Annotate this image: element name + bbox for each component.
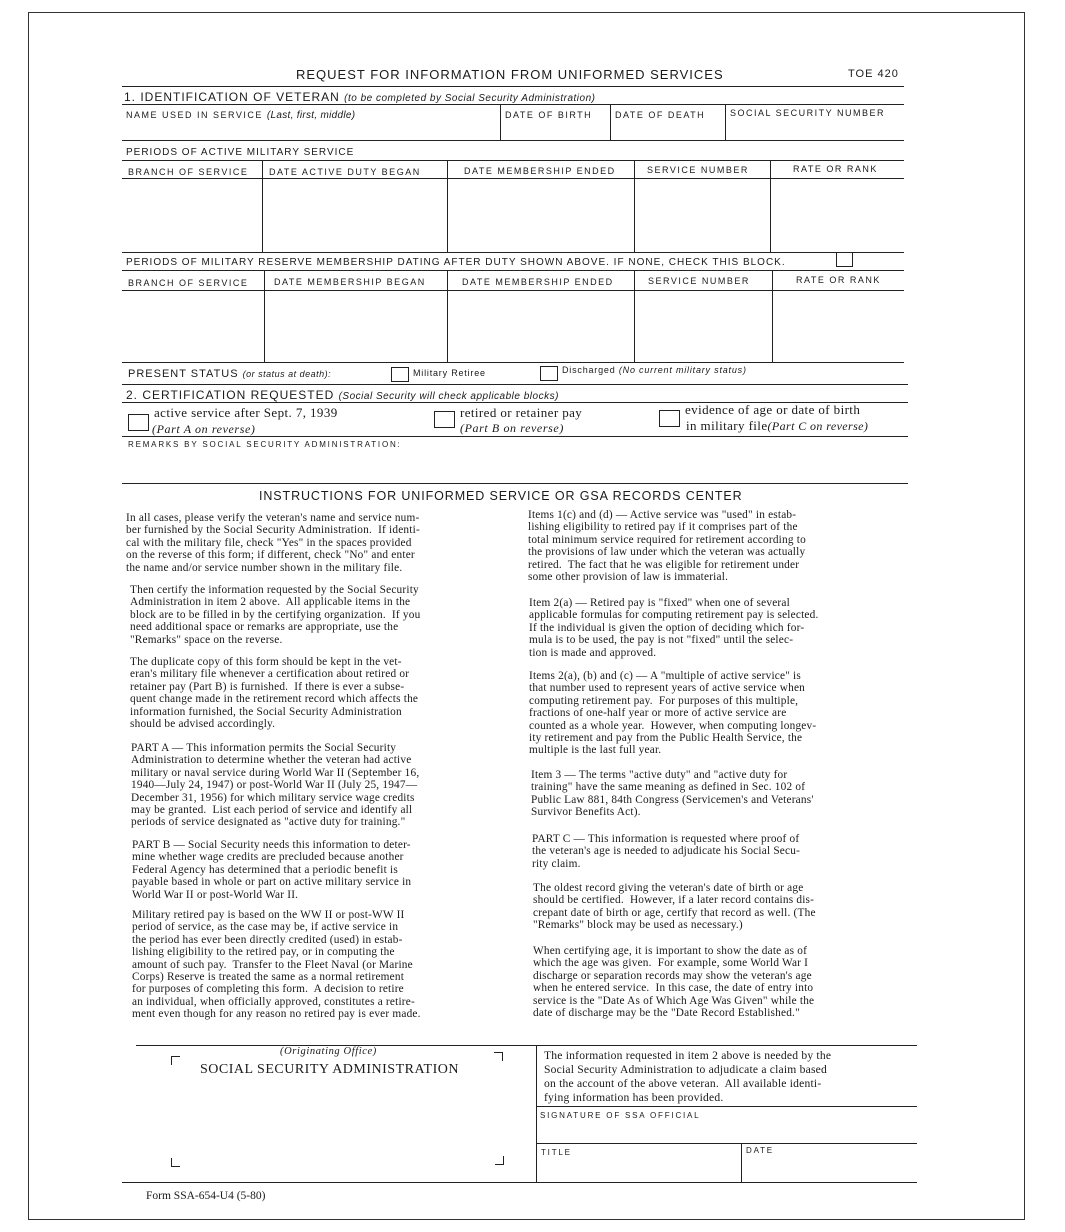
instruction-paragraph: Item 2(a) — Retired pay is "fixed" when one of several applicable formulas for computing retirement pay is selected. If the individual is given the option of deciding which for- mula is to be used, the pay is not "fixed" until the selec- tion is made and approved. <box>529 597 819 659</box>
present-status-label: PRESENT STATUS (or status at death): <box>128 368 332 380</box>
address-corner <box>494 1052 503 1061</box>
ssn-field[interactable]: SOCIAL SECURITY NUMBER <box>730 108 886 118</box>
active-service-checkbox[interactable] <box>128 414 149 431</box>
military-retiree-label: Military Retiree <box>413 368 486 378</box>
section2-heading: 2. CERTIFICATION REQUESTED (Social Security will check applicable blocks) <box>126 388 559 402</box>
originating-office-name: SOCIAL SECURITY ADMINISTRATION <box>200 1062 459 1077</box>
reserve-col-branch: BRANCH OF SERVICE <box>128 278 249 288</box>
address-corner <box>495 1156 504 1165</box>
title-field[interactable] <box>540 1158 738 1180</box>
instruction-paragraph: In all cases, please verify the veteran's name and service num- ber furnished by the Social Security Administration. If identi- cal with the military file, check "Yes" in the spaces provided on the reverse of this form; if different, check "No" and enter the name and/or service number shown in the military file. <box>126 512 420 574</box>
reserve-col-began: DATE MEMBERSHIP BEGAN <box>274 277 426 287</box>
remarks-label: REMARKS BY SOCIAL SECURITY ADMINISTRATION: <box>128 440 402 449</box>
option-a-label: active service after Sept. 7, 1939 <box>154 405 338 420</box>
instruction-paragraph: The duplicate copy of this form should be kept in the vet- eran's military file whenever a certification about retired or retainer pay (Part B) is furnished. If there is ever a subse- quent change made in the retirement record which affects the information furnished, the Social Security Administration should be advised accordingly. <box>130 656 419 731</box>
instruction-paragraph: Military retired pay is based on the WW II or post-WW II period of service, as the case may be, if active service in the period has ever been directly credited (used) in estab- lishing eligibility to the retired pay, or in computing the amount of such pay. Transfer to the Fleet Naval (or Marine Corps) Reserve is treated the same as a normal retirement for purposes of completing this form. A decision to retire an individual, when officially approved, constitutes a retire- ment even though for any reason no retired pay is ever made. <box>132 909 421 1021</box>
instruction-paragraph: When certifying age, it is important to show the date as of which the age was given. For example, some World War I discharge or separation records may show the veteran's age when he entered service. In this case, the date of entry into service is the "Date As of Which Age Was Given" while the date of discharge may be the "Date Record Established." <box>533 945 815 1020</box>
address-corner <box>171 1056 180 1065</box>
instruction-paragraph: Items 1(c) and (d) — Active service was "used" in estab- lishing eligibility to retired pay if it comprises part of the total minimum service required for retirement according to the provisions of law under which the veteran was actually retired. The fact that he was eligible for retirement under some other provision of law is immaterial. <box>528 509 806 584</box>
active-col-began: DATE ACTIVE DUTY BEGAN <box>269 167 421 177</box>
remarks-field[interactable] <box>124 452 904 480</box>
option-c-label: evidence of age or date of birth <box>685 402 861 417</box>
reserve-branch-cell[interactable] <box>124 292 262 360</box>
instruction-paragraph: Items 2(a), (b) and (c) — A "multiple of active service" is that number used to represent years of active service when computing retirement pay. For purposes of this multiple, fractions of one-half year or more of active service are counted as a whole year. However, when computing longev- ity retirement and pay from the Public Health Service, the multiple is the last full year. <box>529 670 817 757</box>
reserve-heading: PERIODS OF MILITARY RESERVE MEMBERSHIP DATING AFTER DUTY SHOWN ABOVE. IF NONE, CHECK THIS BLOCK. <box>126 257 786 268</box>
reserve-col-ended: DATE MEMBERSHIP ENDED <box>462 277 614 287</box>
active-col-branch: BRANCH OF SERVICE <box>128 167 249 177</box>
originating-office-label: (Originating Office) <box>280 1046 377 1057</box>
address-corner <box>171 1158 180 1167</box>
date-field[interactable] <box>745 1158 915 1180</box>
section1-heading: 1. IDENTIFICATION OF VETERAN (to be completed by Social Security Administration) <box>124 90 596 104</box>
date-label: DATE <box>746 1146 774 1155</box>
evidence-of-age-checkbox[interactable] <box>659 410 680 427</box>
signature-label: SIGNATURE OF SSA OFFICIAL <box>540 1111 701 1120</box>
military-retiree-checkbox[interactable] <box>391 367 409 382</box>
reserve-ended-cell[interactable] <box>449 292 633 360</box>
reserve-col-rank: RATE OR RANK <box>796 275 881 285</box>
form-title: REQUEST FOR INFORMATION FROM UNIFORMED SERVICES <box>296 67 724 82</box>
instruction-paragraph: Item 3 — The terms "active duty" and "active duty for training" have the same meaning as defined in Sec. 102 of Public Law 881, 84th Congress (Servicemen's and Veterans' Survivor Benefits Act). <box>531 769 814 819</box>
reserve-rank-cell[interactable] <box>774 292 903 360</box>
part-a-paragraph: PART A — This information permits the Social Security Administration to determine whether the veteran had active military or naval service during World War II (September 16, 1940—July 24, 1947) or post-World War II (July 25, 1947— December 31, 1956) for which military service wage credits may be granted. List each period of service and identify all periods of service designated as "active duty for training." <box>131 742 420 829</box>
discharged-label: Discharged (No current military status) <box>562 365 747 375</box>
part-b-paragraph: PART B — Social Security needs this information to deter- mine whether wage credits are precluded because another Federal Agency has determined that a periodic benefit is payable based in whole or part on active military service in World War II or post-World War II. <box>132 839 412 901</box>
active-col-ended: DATE MEMBERSHIP ENDED <box>464 166 616 176</box>
active-began-cell[interactable] <box>264 180 446 250</box>
retired-pay-checkbox[interactable] <box>434 411 455 428</box>
option-a-note: (Part A on reverse) <box>152 422 256 436</box>
reserve-began-cell[interactable] <box>266 292 446 360</box>
name-field[interactable]: NAME USED IN SERVICE (Last, first, middle) <box>126 110 356 121</box>
active-service-number-cell[interactable] <box>636 180 769 250</box>
active-ended-cell[interactable] <box>449 180 633 250</box>
reserve-col-service-number: SERVICE NUMBER <box>648 276 750 286</box>
instructions-heading: INSTRUCTIONS FOR UNIFORMED SERVICE OR GSA RECORDS CENTER <box>259 489 743 503</box>
instruction-paragraph: The oldest record giving the veteran's date of birth or age should be certified. However, if a later record contains dis- crepant date of birth or age, certify that record as well. (The "Remarks" block may be used as necessary.) <box>533 882 816 932</box>
active-col-service-number: SERVICE NUMBER <box>647 165 749 175</box>
date-of-birth-field[interactable]: DATE OF BIRTH <box>505 110 593 120</box>
active-branch-cell[interactable] <box>124 180 260 250</box>
form-code: TOE 420 <box>848 68 899 80</box>
option-b-label: retired or retainer pay <box>460 405 583 420</box>
active-service-heading: PERIODS OF ACTIVE MILITARY SERVICE <box>126 147 355 158</box>
signature-field[interactable] <box>540 1122 915 1142</box>
form-number: Form SSA-654-U4 (5-80) <box>146 1190 266 1202</box>
part-c-paragraph: PART C — This information is requested where proof of the veteran's age is needed to adjudicate his Social Secu- rity claim. <box>532 833 801 870</box>
discharged-checkbox[interactable] <box>540 366 558 381</box>
option-c-note: in military file(Part C on reverse) <box>686 418 869 433</box>
ssa-statement: The information requested in item 2 above is needed by the Social Security Administration to adjudicate a claim based on the account of the above veteran. All available identi- fying information has been provided. <box>544 1049 832 1104</box>
date-of-death-field[interactable]: DATE OF DEATH <box>615 110 706 120</box>
reserve-service-number-cell[interactable] <box>636 292 771 360</box>
title-label: TITLE <box>541 1148 572 1157</box>
active-col-rank: RATE OR RANK <box>793 164 878 174</box>
no-reserve-checkbox[interactable] <box>836 252 853 267</box>
instruction-paragraph: Then certify the information requested by the Social Security Administration in item 2 above. All applicable items in the block are to be filled in by the certifying organization. If you need additional space or remarks are appropriate, use the "Remarks" space on the reverse. <box>130 584 421 646</box>
active-rank-cell[interactable] <box>772 180 903 250</box>
option-b-note: (Part B on reverse) <box>460 421 564 435</box>
